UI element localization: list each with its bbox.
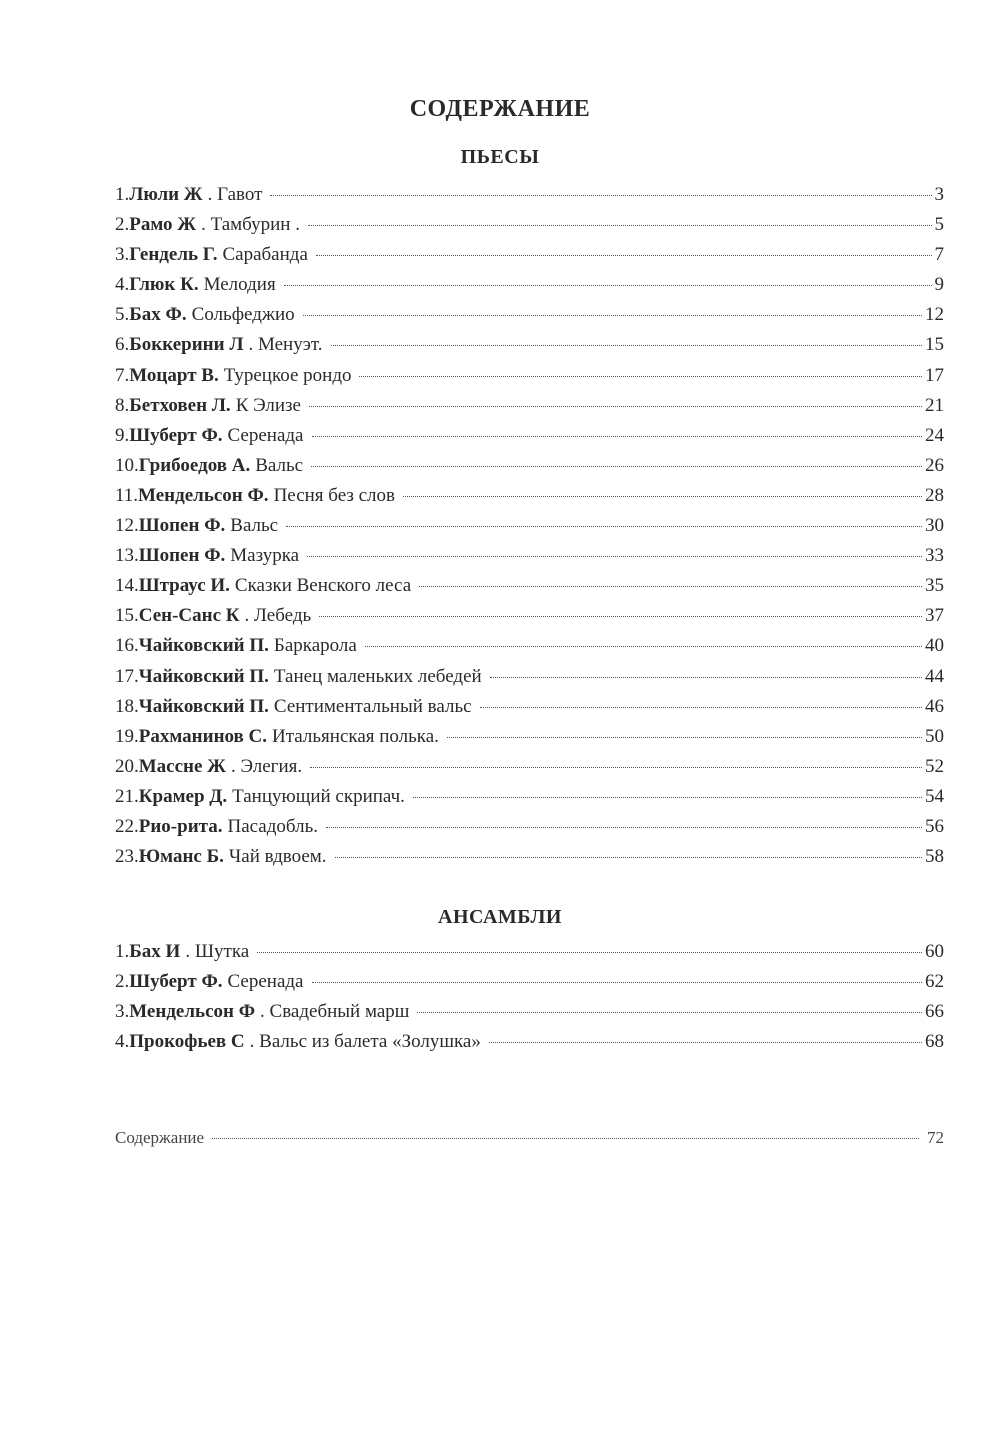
entry-page-number: 50 [925,725,944,747]
entry-page-number: 24 [925,424,944,446]
entry-composer: Грибоедов А. [138,454,251,476]
entry-title: Турецкое рондо [223,364,352,386]
entry-title: Пасадобль. [227,815,318,837]
entry-title: Серенада [227,424,304,446]
entry-composer: Шопен Ф. [138,515,226,537]
entry-composer: Шуберт Ф. [129,971,223,993]
entry-page-number: 3 [934,184,944,205]
dot-leader [335,857,922,858]
entry-title: Танец маленьких лебедей [273,665,482,687]
entry-number: 17. [115,665,139,687]
dot-leader [284,285,932,286]
entry-composer: Крамер Д. [138,785,228,807]
entry-title: Сольфеджио [191,304,295,326]
entry-composer: Глюк К. [129,274,199,296]
entry-page-number: 40 [925,635,944,657]
dot-leader [480,707,922,708]
toc-entry[interactable] [115,240,944,270]
entry-title: Песня без слов [273,484,396,506]
entry-number: 20. [115,755,139,777]
entry-title: . Менуэт. [248,334,323,356]
toc-entry[interactable] [115,180,944,210]
entry-number: 2. [115,971,130,993]
entry-page-number: 30 [925,515,944,537]
entry-page-number: 28 [925,484,944,506]
toc-entry[interactable] [115,1027,944,1057]
toc-entry[interactable] [115,937,944,967]
entry-page-number: 5 [934,214,944,236]
toc-entry[interactable] [115,997,944,1027]
entry-page-number: 62 [925,971,944,993]
dot-leader [419,586,922,587]
entry-title: . Шутка [185,941,250,962]
dot-leader [286,526,922,527]
entry-number: 4. [115,274,130,296]
dot-leader [270,195,931,196]
entry-composer: Юманс Б. [138,846,224,868]
entry-number: 1. [115,941,130,962]
dot-leader [308,225,932,226]
entry-title: Мелодия [203,274,276,296]
dot-leader [316,255,932,256]
entry-number: 22. [115,815,139,837]
toc-entry[interactable] [115,571,944,601]
entry-composer: Боккерини Л [129,334,244,356]
entry-composer: Рахманинов С. [138,725,268,747]
toc-entry[interactable] [115,782,944,812]
entry-number: 9. [115,424,130,446]
toc-entry[interactable] [115,300,944,330]
entry-title: Танцующий скрипач. [232,785,405,807]
dot-leader [403,496,922,497]
entry-page-number: 54 [925,785,944,807]
entry-composer: Мендельсон Ф. [138,484,269,506]
entry-title: . Гавот [207,184,263,205]
entry-title: Сарабанда [222,244,308,266]
toc-entry[interactable] [115,481,944,511]
toc-entry[interactable] [115,692,944,722]
entry-page-number: 68 [925,1031,944,1053]
entry-composer: Бетховен Л. [129,394,231,416]
entry-title: Баркарола [273,635,357,657]
toc-entry[interactable] [115,361,944,391]
entry-page-number: 44 [925,665,944,687]
toc-entry[interactable] [115,391,944,421]
entry-number: 21. [115,785,139,807]
entry-composer: Моцарт В. [129,364,219,386]
section-heading-pieces: ПЬЕСЫ [460,146,540,168]
entry-title: . Тамбурин . [201,214,300,236]
entry-page-number: 21 [925,394,944,416]
footer-label: Содержание [115,1128,205,1147]
entry-page-number: 37 [925,605,944,627]
entry-number: 3. [115,244,130,266]
entry-composer: Шопен Ф. [138,545,226,567]
entry-composer: Чайковский П. [138,695,269,717]
entry-page-number: 46 [925,695,944,717]
dot-leader [257,952,922,953]
entry-number: 6. [115,334,130,356]
toc-entry[interactable] [115,967,944,997]
entry-title: . Вальс из балета «Золушка» [249,1031,481,1053]
entry-composer: Шуберт Ф. [129,424,223,446]
entry-page-number: 66 [925,1001,944,1023]
dot-leader [413,797,922,798]
toc-entry[interactable] [115,752,944,782]
dot-leader [489,1042,922,1043]
toc-entry[interactable] [115,662,944,692]
dot-leader [417,1012,922,1013]
entry-composer: Бах Ф. [129,304,187,326]
toc-entry[interactable] [115,601,944,631]
dot-leader [447,737,922,738]
dot-leader [312,982,923,983]
entry-title: Мазурка [230,545,300,567]
entry-page-number: 15 [925,334,944,356]
entry-title: Чай вдвоем. [228,846,327,868]
entry-number: 8. [115,394,130,416]
toc-entry[interactable] [115,812,944,842]
entry-composer: Люли Ж [129,184,203,205]
toc-entry[interactable] [115,541,944,571]
entry-page-number: 58 [925,846,944,868]
dot-leader [331,345,922,346]
toc-entry[interactable] [115,722,944,752]
entry-composer: Штраус И. [138,575,230,597]
toc-entry[interactable] [115,210,944,240]
dot-leader [326,827,922,828]
entry-title: Сказки Венского леса [234,575,412,597]
entry-page-number: 12 [925,304,944,326]
toc-entry[interactable] [115,511,944,541]
dot-leader [303,315,922,316]
dot-leader [212,1138,919,1139]
entry-number: 19. [115,725,139,747]
ensembles-list [115,937,944,1057]
entry-title: Итальянская полька. [272,725,439,747]
footer-toc-entry[interactable] [115,1124,944,1152]
entry-number: 13. [115,545,139,567]
entry-composer: Чайковский П. [138,635,269,657]
entry-composer: Гендель Г. [129,244,218,266]
entry-page-number: 17 [925,364,944,386]
entry-number: 12. [115,515,139,537]
entry-title: Сентиментальный вальс [273,695,472,717]
dot-leader [319,616,922,617]
dot-leader [312,436,923,437]
entry-number: 18. [115,695,139,717]
entry-number: 2. [115,214,130,236]
entry-number: 15. [115,605,139,627]
entry-page-number: 52 [925,755,944,777]
dot-leader [365,646,922,647]
entry-title: Вальс [230,515,279,537]
entry-title: К Элизе [235,394,301,416]
entry-composer: Сен-Санс К [138,605,240,627]
entry-number: 3. [115,1001,130,1023]
toc-entry[interactable] [115,330,944,360]
toc-entry[interactable] [115,631,944,661]
entry-number: 23. [115,846,139,868]
entry-page-number: 33 [925,545,944,567]
entry-title: . Лебедь [244,605,312,627]
entry-composer: Мендельсон Ф [129,1001,256,1023]
entry-title: Вальс [255,454,304,476]
dot-leader [309,406,922,407]
entry-number: 1. [115,184,130,205]
footer-page-number: 72 [927,1128,944,1147]
dot-leader [307,556,922,557]
entry-number: 11. [115,484,139,506]
entry-page-number: 7 [934,244,944,266]
entry-number: 14. [115,575,139,597]
entry-number: 7. [115,364,130,386]
entry-page-number: 60 [925,941,944,962]
pieces-list [115,180,944,872]
entry-composer: Чайковский П. [138,665,269,687]
entry-page-number: 9 [934,274,944,296]
toc-entry[interactable] [115,270,944,300]
dot-leader [490,677,922,678]
entry-title: Серенада [227,971,304,993]
entry-page-number: 26 [925,454,944,476]
entry-title: . Элегия. [230,755,303,777]
dot-leader [310,767,922,768]
entry-number: 10. [115,454,139,476]
entry-number: 16. [115,635,139,657]
entry-number: 5. [115,304,130,326]
entry-page-number: 56 [925,815,944,837]
dot-leader [311,466,922,467]
entry-composer: Рамо Ж [129,214,197,236]
entry-title: . Свадебный марш [260,1001,410,1023]
toc-entry[interactable] [115,421,944,451]
entry-number: 4. [115,1031,130,1053]
entry-composer: Прокофьев С [129,1031,245,1053]
page-title: СОДЕРЖАНИЕ [409,96,591,122]
toc-entry[interactable] [115,842,944,872]
entry-composer: Массне Ж [138,755,226,777]
section-heading-ensembles: АНСАМБЛИ [438,906,562,928]
entry-page-number: 35 [925,575,944,597]
toc-entry[interactable] [115,451,944,481]
dot-leader [359,376,922,377]
entry-composer: Бах И [129,941,181,962]
entry-composer: Рио-рита. [138,815,223,837]
